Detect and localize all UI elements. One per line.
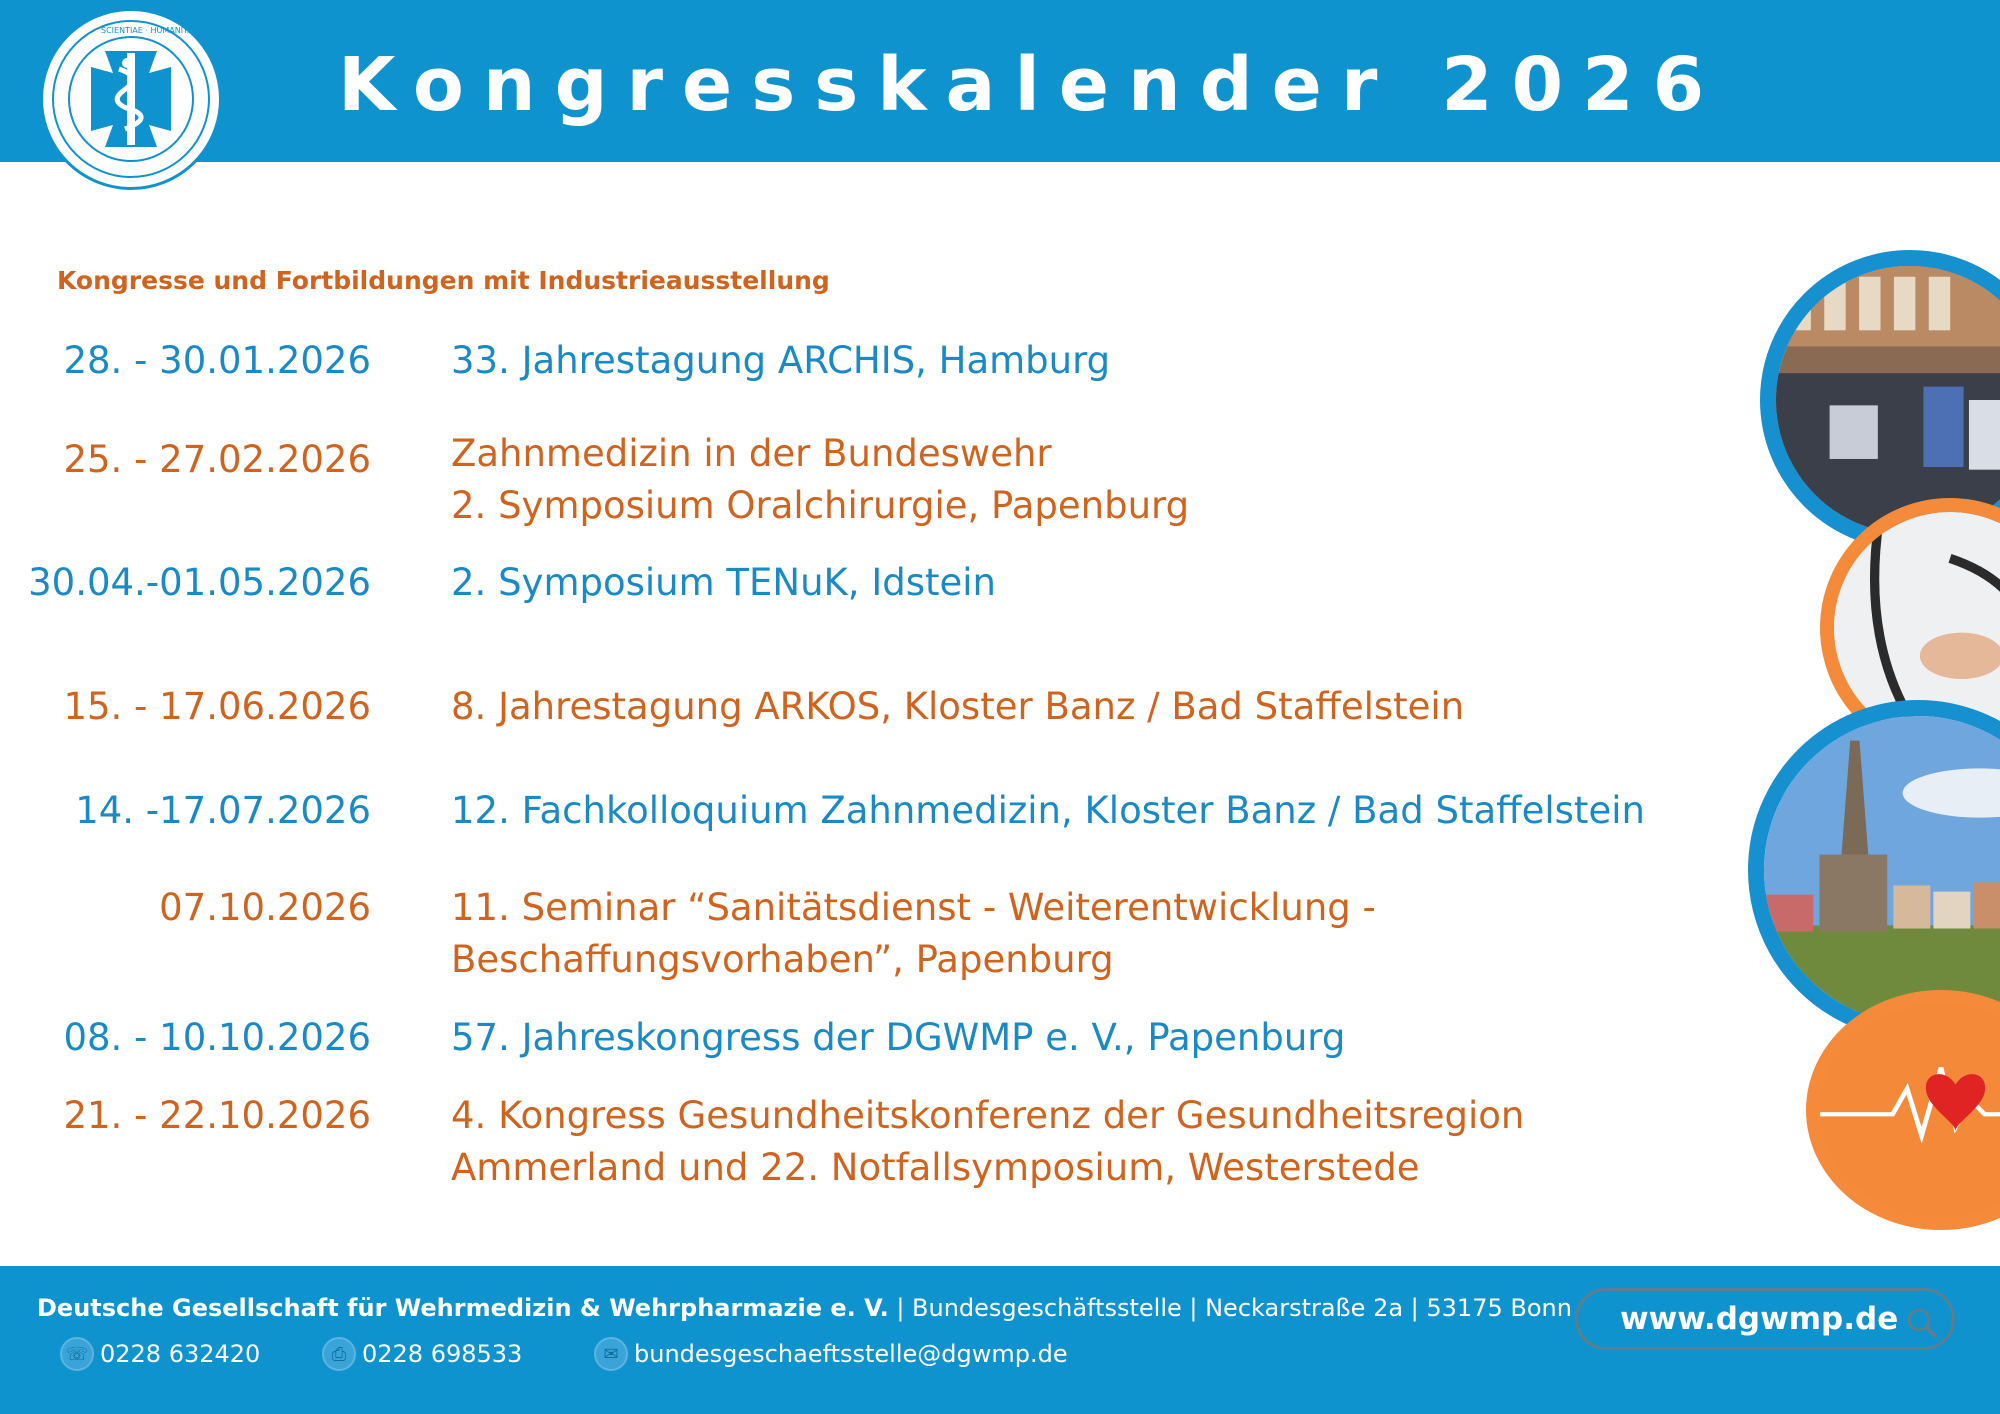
event-title: 12. Fachkolloquium Zahnmedizin, Kloster Banz / Bad Staffelstein: [451, 789, 1645, 832]
event-title: 57. Jahreskongress der DGWMP e. V., Papenburg: [451, 1016, 1346, 1059]
fax-number[interactable]: 0228 698533: [362, 1340, 523, 1368]
fax-icon: ⎙: [322, 1337, 356, 1371]
footer-bar: [0, 1266, 2000, 1414]
city-cathedral-photo: [1748, 700, 2000, 1040]
heart-pulse-graphic: [1806, 990, 2000, 1230]
email-icon: ✉: [594, 1337, 628, 1371]
event-title: 2. Symposium TENuK, Idstein: [451, 561, 996, 604]
email-address[interactable]: bundesgeschaeftsstelle@dgwmp.de: [634, 1340, 1068, 1368]
cathedral-image: [1764, 716, 2000, 1024]
organisation-info: [37, 1294, 1572, 1322]
page-title: Kongresskalender 2026: [338, 42, 1724, 128]
event-title: Zahnmedizin in der Bundeswehr 2. Symposium Oralchirurgie, Papenburg: [451, 432, 1190, 527]
event-date: 15. - 17.06.2026: [63, 685, 371, 728]
event-date: 21. - 22.10.2026: [63, 1094, 371, 1137]
phone-icon: ☏: [60, 1337, 94, 1371]
event-date: 08. - 10.10.2026: [63, 1016, 371, 1059]
search-icon: [1904, 1305, 1940, 1341]
event-date: 28. - 30.01.2026: [63, 339, 371, 382]
event-title: 33. Jahrestagung ARCHIS, Hamburg: [451, 339, 1111, 382]
dgwmp-logo: [40, 8, 222, 190]
website-pill[interactable]: [1575, 1288, 1955, 1350]
event-title: 11. Seminar “Sanitätsdienst - Weiterentwicklung - Beschaffungsvorhaben”, Papenburg: [451, 886, 1376, 981]
phone-contact: [60, 1334, 260, 1374]
fax-contact: [322, 1334, 522, 1374]
event-title: 4. Kongress Gesundheitskonferenz der Gesundheitsregion Ammerland und 22. Notfallsymposium, Westerstede: [451, 1094, 1525, 1189]
exhibition-hall-image: [1776, 266, 2000, 534]
event-date: 30.04.-01.05.2026: [28, 561, 371, 604]
heart-pulse-icon: [1820, 1004, 2000, 1216]
event-title: 8. Jahrestagung ARKOS, Kloster Banz / Bad Staffelstein: [451, 685, 1465, 728]
event-date: 07.10.2026: [159, 886, 371, 929]
email-contact: [594, 1334, 1068, 1374]
event-date: 14. -17.07.2026: [75, 789, 371, 832]
organisation-address: | Bundesgeschäftsstelle | Neckarstraße 2a | 53175 Bonn: [888, 1294, 1572, 1322]
organisation-name: Deutsche Gesellschaft für Wehrmedizin & Wehrpharmazie e. V.: [37, 1294, 889, 1322]
event-date: 25. - 27.02.2026: [63, 438, 371, 481]
logo-emblem: [43, 11, 219, 187]
section-subtitle: Kongresse und Fortbildungen mit Industrieausstellung: [57, 266, 830, 295]
header-bar: [0, 0, 2000, 162]
svg-text:SCIENTIAE · HUMANITATI: SCIENTIAE · HUMANITATI: [101, 26, 200, 35]
website-link[interactable]: www.dgwmp.de: [1620, 1301, 1899, 1337]
phone-number[interactable]: 0228 632420: [100, 1340, 261, 1368]
